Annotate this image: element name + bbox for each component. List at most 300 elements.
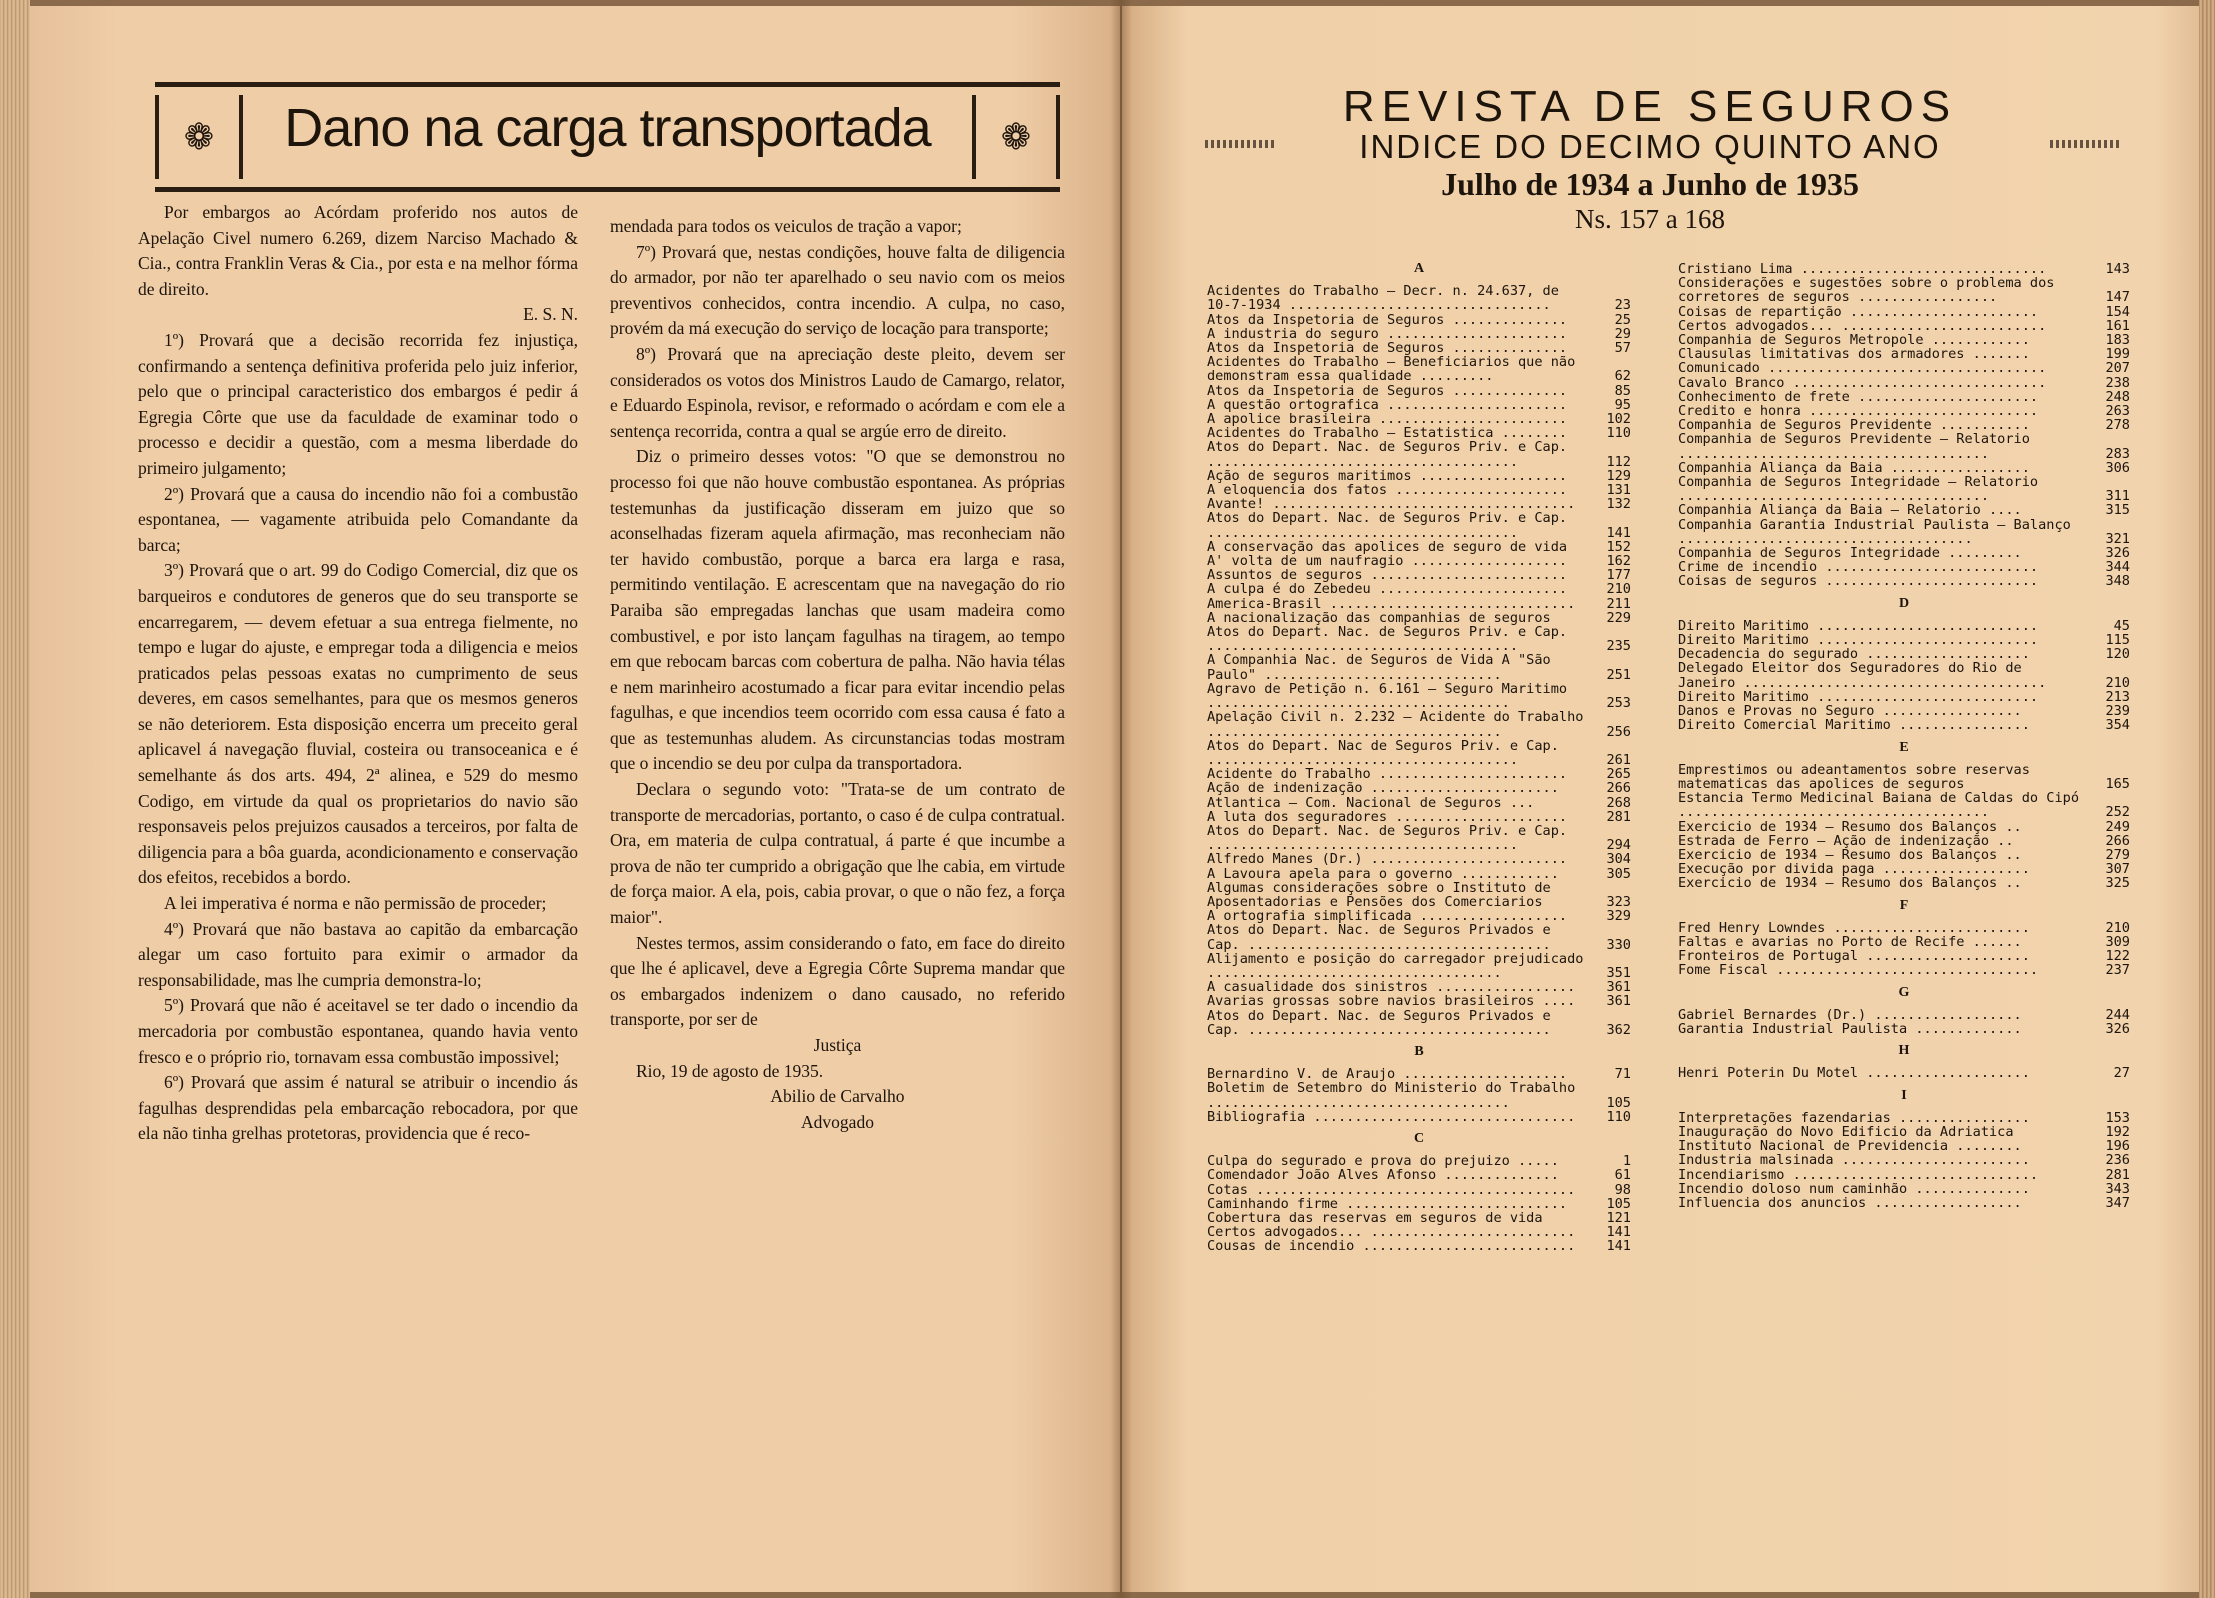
index-entry xyxy=(1678,333,2130,347)
index-entry xyxy=(1678,619,2130,633)
index-entry xyxy=(1678,1066,2130,1080)
index-entry xyxy=(1678,475,2130,503)
index-entry xyxy=(1678,1139,2130,1153)
index-entry-title: Ação de indenização ....................... xyxy=(1207,780,1559,797)
article-column-1 xyxy=(138,200,578,1147)
book-edge-right xyxy=(2199,0,2215,1598)
index-entry-page: 330 xyxy=(1606,936,1631,953)
index-entry xyxy=(1678,848,2130,862)
index-entry-title: Caminhando firme ........................... xyxy=(1207,1195,1568,1212)
ornament-right-icon: ❁ xyxy=(972,95,1060,179)
book-gutter xyxy=(1110,0,1132,1598)
index-entry xyxy=(1207,355,1631,383)
index-entry-page: 213 xyxy=(2105,688,2130,705)
index-entry-page: 105 xyxy=(1606,1094,1631,1111)
index-entry-page: 71 xyxy=(1614,1066,1631,1083)
index-entry-page: 329 xyxy=(1606,908,1631,925)
index-entry xyxy=(1678,503,2130,517)
index-entry xyxy=(1207,1067,1631,1081)
index-entry-page: 281 xyxy=(1606,808,1631,825)
index-entry-title: A Lavoura apela para o governo ............ xyxy=(1207,865,1559,882)
index-entry-page: 147 xyxy=(2105,289,2130,306)
paragraph: 3º) Provará que o art. 99 do Codigo Comercial, diz que os barqueiros e condutores de generos que do seu transporte se encarregarem, — devem efetuar a sua entrega fielmente, no tempo e lugar do ajuste, e empregar toda a diligencia e meios praticados pelas pessoas exatas no cumprimento de seus deveres, em casos semelhantes, para que os mesmos generos se não deteriorem. Esta disposição encerra um preceito geral aplicavel á navegação fluvial, costeira ou transoceanica e é semelhante ás dos arts. 494, 2ª alinea, e 529 do mesmo Codigo, em virtude da qual os proprietarios do navio são responsaveis pelos prejuizos causados a terceiros, por falta de diligencia para a bôa guarda, acondicionamento e conservação dos efeitos, recebidos a bordo. xyxy=(138,560,578,888)
index-entry-page: 177 xyxy=(1606,567,1631,584)
index-entry xyxy=(1207,909,1631,923)
article-column-2 xyxy=(610,214,1065,1135)
index-entry-title: Bibliografia ................................ xyxy=(1207,1108,1576,1125)
magazine-title: REVISTA DE SEGUROS xyxy=(1342,82,1958,131)
index-entry-title: Exercicio de 1934 — Resumo dos Balanços .. xyxy=(1678,846,2022,863)
index-entry xyxy=(1207,611,1631,625)
index-entry xyxy=(1678,262,2130,276)
index-entry-page: 343 xyxy=(2105,1180,2130,1197)
index-entry-title: Coisas de repartição ....................... xyxy=(1678,303,2039,320)
index-entry-title: Companhia de Seguros Previdente ........... xyxy=(1678,417,2030,434)
index-entry-page: 244 xyxy=(2105,1006,2130,1023)
index-entry-page: 248 xyxy=(2105,388,2130,405)
index-entry xyxy=(1678,1196,2130,1210)
article-title: Dano na carga transportada xyxy=(284,98,931,158)
index-entry-title: A Companhia Nac. de Seguros de Vida A "São Paulo" ............................. xyxy=(1207,652,1559,683)
index-entry xyxy=(1207,440,1631,468)
index-entry xyxy=(1678,461,2130,475)
index-entry-page: 266 xyxy=(1606,780,1631,797)
index-entry-page: 161 xyxy=(2105,317,2130,334)
index-entry-title: Atos da Inspetoria de Seguros .............. xyxy=(1207,382,1568,399)
index-entry-title: Delegado Eleitor dos Seguradores do Rio de Janeiro ..................................... xyxy=(1678,660,2047,691)
index-entry xyxy=(1678,718,2130,732)
index-entry-page: 281 xyxy=(2105,1166,2130,1183)
index-entry xyxy=(1207,881,1631,909)
index-entry-title: Fome Fiscal ................................ xyxy=(1678,962,2039,979)
index-entry-page: 1 xyxy=(1622,1153,1631,1170)
index-entry-page: 121 xyxy=(1606,1210,1631,1226)
index-entry-title: A conservação das apolices de seguro de vida xyxy=(1207,538,1568,555)
index-entry-title: Companhia Aliança da Baia ................. xyxy=(1678,459,2030,476)
index-entry xyxy=(1678,834,2130,848)
index-entry xyxy=(1678,633,2130,647)
index-entry-page: 110 xyxy=(1606,1108,1631,1125)
index-entry-title: Influencia dos anuncios .................. xyxy=(1678,1194,2022,1211)
index-entry xyxy=(1678,1182,2130,1196)
index-entry xyxy=(1678,862,2130,876)
index-entry-title: Atos do Depart. Nac. de Seguros Priv. e Cap. ...................................... xyxy=(1207,439,1576,470)
index-entry-title: Alijamento e posição do carregador prejudicado .................................... xyxy=(1207,950,1592,981)
index-entry xyxy=(1207,1225,1631,1239)
index-entry-page: 252 xyxy=(2105,804,2130,821)
index-entry xyxy=(1207,980,1631,994)
index-entry-page: 311 xyxy=(2105,488,2130,505)
index-entry-page: 132 xyxy=(1606,496,1631,513)
index-entry-title: Atos do Depart. Nac. de Seguros Priv. e Cap. ...................................... xyxy=(1207,624,1576,655)
paragraph: 4º) Provará que não bastava ao capitão da embarcação alegar um caso fortuito para eximir o armador da responsabilidade, mas lhe cumpria demonstra-lo; xyxy=(138,918,578,990)
index-entry xyxy=(1678,1153,2130,1167)
index-entry-title: Estancia Termo Medicinal Baiana de Caldas do Cipó ...................................... xyxy=(1678,790,2088,821)
index-entry-page: 29 xyxy=(1614,325,1631,342)
index-entry-page: 361 xyxy=(1606,993,1631,1010)
index-entry-page: 348 xyxy=(2105,573,2130,590)
index-entry-page: 153 xyxy=(2105,1109,2130,1126)
index-entry-title: Atos da Inspetoria de Seguros .............. xyxy=(1207,311,1568,328)
index-entry-page: 263 xyxy=(2105,403,2130,420)
index-entry-page: 256 xyxy=(1606,723,1631,740)
index-entry-title: Estrada de Ferro — Ação de indenização .. xyxy=(1678,832,2014,849)
index-letter-heading: G xyxy=(1898,984,1910,1000)
index-entry-page: 210 xyxy=(1606,581,1631,598)
index-entry-page: 315 xyxy=(2105,502,2130,519)
paragraph: A lei imperativa é norma e não permissão de proceder; xyxy=(164,893,547,914)
index-entry xyxy=(1678,432,2130,460)
index-entry-title: Certos advogados... ......................... xyxy=(1207,1224,1576,1241)
article-title-box xyxy=(155,82,1060,192)
index-entry-title: Companhia Aliança da Baia — Relatorio .... xyxy=(1678,502,2022,519)
index-entry-title: Inauguração do Novo Edificio da Adriatica xyxy=(1678,1123,2014,1140)
index-entry-page: 112 xyxy=(1606,453,1631,470)
index-entry-page: 261 xyxy=(1606,751,1631,768)
index-entry xyxy=(1207,284,1631,312)
index-entry xyxy=(1207,497,1631,511)
index-entry xyxy=(1207,426,1631,440)
index-entry xyxy=(1678,1125,2130,1139)
index-entry-title: A questão ortografica ...................... xyxy=(1207,396,1568,413)
wave-ornament-right xyxy=(2050,140,2120,148)
index-entry xyxy=(1207,483,1631,497)
index-entry xyxy=(1678,305,2130,319)
index-entry-title: Atos do Depart. Nac. de Seguros Priv. e Cap. ...................................... xyxy=(1207,510,1576,541)
index-entry-title: Acidentes do Trabalho — Decr. n. 24.637, de 10-7-1934 ................................ xyxy=(1207,283,1568,314)
index-entry xyxy=(1678,518,2130,546)
index-entry xyxy=(1207,867,1631,881)
paragraph: Abilio de Carvalho xyxy=(770,1086,905,1107)
index-letter-heading: F xyxy=(1899,897,1909,913)
index-entry-page: 102 xyxy=(1606,411,1631,428)
index-letter-heading: D xyxy=(1898,595,1910,611)
index-entry xyxy=(1207,1211,1631,1225)
index-entry-page: 143 xyxy=(2105,261,2130,277)
index-period: Julho de 1934 a Junho de 1935 xyxy=(1441,166,1859,202)
index-entry-title: Alfredo Manes (Dr.) ........................ xyxy=(1207,851,1568,868)
index-entry xyxy=(1678,791,2130,819)
index-entry-page: 326 xyxy=(2105,1020,2130,1037)
index-entry-page: 307 xyxy=(2105,861,2130,878)
index-entry xyxy=(1678,690,2130,704)
index-entry-title: A nacionalização das companhias de seguros xyxy=(1207,609,1551,626)
index-entry-page: 309 xyxy=(2105,933,2130,950)
index-entry-page: 115 xyxy=(2105,632,2130,649)
index-entry-title: Culpa do segurado e prova do prejuizo ..... xyxy=(1207,1153,1559,1170)
index-entry xyxy=(1678,763,2130,791)
index-entry xyxy=(1678,404,2130,418)
index-entry xyxy=(1207,653,1631,681)
index-entry-title: Faltas e avarias no Porto de Recife ...... xyxy=(1678,933,2022,950)
index-entry xyxy=(1207,1239,1631,1253)
index-entry xyxy=(1207,554,1631,568)
index-entry xyxy=(1678,921,2130,935)
index-entry xyxy=(1207,1168,1631,1182)
index-entry-title: Garantia Industrial Paulista ............. xyxy=(1678,1020,2022,1037)
index-entry xyxy=(1207,1154,1631,1168)
index-entry-page: 238 xyxy=(2105,374,2130,391)
index-entry-page: 57 xyxy=(1614,340,1631,357)
index-entry-title: Ação de seguros maritimos .................. xyxy=(1207,467,1568,484)
index-entry xyxy=(1678,1008,2130,1022)
index-entry xyxy=(1207,781,1631,795)
index-entry xyxy=(1207,582,1631,596)
index-entry-page: 154 xyxy=(2105,303,2130,320)
index-entry-page: 62 xyxy=(1614,368,1631,385)
index-entry-page: 361 xyxy=(1606,979,1631,996)
index-entry xyxy=(1207,810,1631,824)
index-entry-page: 236 xyxy=(2105,1152,2130,1169)
index-letter-heading: I xyxy=(1901,1087,1907,1103)
index-entry-title: Incendiarismo .............................. xyxy=(1678,1166,2039,1183)
index-entry-page: 362 xyxy=(1606,1021,1631,1038)
index-entry-title: A ortografia simplificada .................. xyxy=(1207,908,1568,925)
index-entry-page: 265 xyxy=(1606,766,1631,783)
index-entry-page: 210 xyxy=(2105,919,2130,936)
index-entry xyxy=(1207,1197,1631,1211)
index-entry xyxy=(1678,560,2130,574)
index-entry xyxy=(1678,876,2130,890)
index-entry-title: A culpa é do Zebedeu ....................... xyxy=(1207,581,1568,598)
index-letter-heading: H xyxy=(1898,1043,1910,1059)
index-entry-page: 325 xyxy=(2105,875,2130,892)
index-column-right xyxy=(1678,262,2130,1210)
index-entry-title: Gabriel Bernardes (Dr.) .................. xyxy=(1678,1006,2022,1023)
index-entry-page: 105 xyxy=(1606,1195,1631,1212)
index-entry-title: Henri Poterin Du Motel .................... xyxy=(1678,1065,2030,1082)
index-entry xyxy=(1207,313,1631,327)
paragraph: E. S. N. xyxy=(523,304,578,325)
index-entry xyxy=(1678,418,2130,432)
index-entry xyxy=(1678,935,2130,949)
index-entry-page: 249 xyxy=(2105,818,2130,835)
index-entry-title: Execução por divida paga .................. xyxy=(1678,861,2030,878)
index-entry-page: 237 xyxy=(2105,962,2130,979)
index-entry-title: Companhia de Seguros Previdente — Relatorio ...................................... xyxy=(1678,431,2039,462)
index-entry xyxy=(1207,682,1631,710)
index-entry-title: Exercicio de 1934 — Resumo dos Balanços .. xyxy=(1678,818,2022,835)
index-entry xyxy=(1678,1111,2130,1125)
index-entry-title: Avarias grossas sobre navios brasileiros .... xyxy=(1207,993,1576,1010)
index-entry-page: 165 xyxy=(2105,775,2130,792)
index-entry-title: A casualidade dos sinistros ................. xyxy=(1207,979,1576,996)
index-entry xyxy=(1207,469,1631,483)
index-letter-heading: C xyxy=(1413,1130,1425,1146)
index-entry-page: 253 xyxy=(1606,695,1631,712)
index-entry-title: A industria do seguro ...................... xyxy=(1207,325,1568,342)
index-entry-page: 120 xyxy=(2105,646,2130,663)
index-entry-title: Credito e honra ............................ xyxy=(1678,403,2039,420)
index-entry-title: Conhecimento de frete ...................... xyxy=(1678,388,2039,405)
index-entry-title: Atos do Depart. Nac de Seguros Priv. e Cap. ...................................... xyxy=(1207,737,1568,768)
index-entry-title: Acidentes do Trabalho — Beneficiarios que não demonstram essa qualidade ......... xyxy=(1207,354,1584,385)
index-entry-title: Cavalo Branco ............................... xyxy=(1678,374,2047,391)
index-entry xyxy=(1207,994,1631,1008)
index-entry-page: 141 xyxy=(1606,1224,1631,1241)
index-entry-page: 347 xyxy=(2105,1194,2130,1211)
paragraph: Por embargos ao Acórdam proferido nos autos de Apelação Civel numero 6.269, dizem Narciso Machado & Cia., contra Franklin Veras & Cia., por esta e na melhor fórma de direito. xyxy=(138,202,578,299)
index-entry-title: Agravo de Petição n. 6.161 — Seguro Maritimo ..................................... xyxy=(1207,680,1576,712)
paragraph: 1º) Provará que a decisão recorrida fez injustiça, confirmando a sentença definitiva proferida pelo juiz inferior, pelo que o principal caracteristico dos embargos é pedir á Egregia Côrte que use da faculdade de examinar todo o processo e decidir a questão, com a mesma liberdade do primeiro julgamento; xyxy=(138,329,578,478)
index-entry-title: Industria malsinada ....................... xyxy=(1678,1152,2030,1169)
index-entry-title: Direito Maritimo ........................... xyxy=(1678,617,2039,634)
index-entry-page: 305 xyxy=(1606,865,1631,882)
index-entry-title: Instituto Nacional de Previdencia ........ xyxy=(1678,1138,2022,1155)
index-entry-title: Cristiano Lima .............................. xyxy=(1678,261,2047,277)
index-entry xyxy=(1207,398,1631,412)
index-entry xyxy=(1207,540,1631,554)
index-entry-page: 326 xyxy=(2105,545,2130,562)
index-column-left xyxy=(1207,254,1631,1254)
paragraph: 7º) Provará que, nestas condições, houve falta de diligencia do armador, por não ter aparelhado o seu navio com os meios preventivos conhecidos, contra incendio. A culpa, no caso, provém da má execução do serviço de locação para transporte; xyxy=(610,241,1065,339)
index-entry-page: 304 xyxy=(1606,851,1631,868)
index-entry-page: 27 xyxy=(2113,1065,2130,1082)
index-entry-page: 239 xyxy=(2105,703,2130,720)
index-entry xyxy=(1207,327,1631,341)
index-entry-page: 141 xyxy=(1606,1238,1631,1255)
index-entry-title: Algumas considerações sobre o Instituto de Aposentadorias e Pensões dos Comerciarios xyxy=(1207,879,1559,910)
index-entry-title: Incendio doloso num caminhão .............. xyxy=(1678,1180,2030,1197)
index-entry-title: Comendador João Alves Afonso .............. xyxy=(1207,1167,1559,1184)
index-entry xyxy=(1207,568,1631,582)
index-entry xyxy=(1207,710,1631,738)
index-entry xyxy=(1207,1183,1631,1197)
index-entry xyxy=(1678,347,2130,361)
index-entry-page: 354 xyxy=(2105,717,2130,734)
index-entry xyxy=(1207,796,1631,810)
paragraph: mendada para todos os veiculos de tração a vapor; xyxy=(610,216,962,236)
index-entry xyxy=(1207,1110,1631,1124)
index-entry xyxy=(1207,824,1631,852)
index-entry-title: Clausulas limitativas dos armadores ....... xyxy=(1678,346,2030,363)
index-entry-title: Coisas de seguros .......................... xyxy=(1678,573,2039,590)
index-entry-title: Companhia de Seguros Metropole ............ xyxy=(1678,332,2030,349)
index-entry-title: A' volta de um naufragio ................... xyxy=(1207,553,1568,570)
index-entry xyxy=(1678,276,2130,304)
index-entry-title: A luta dos seguradores ..................... xyxy=(1207,808,1568,825)
index-entry xyxy=(1207,852,1631,866)
index-entry-title: Danos e Provas no Seguro ................. xyxy=(1678,703,2022,720)
index-entry xyxy=(1678,574,2130,588)
paragraph: Nestes termos, assim considerando o fato, em face do direito que lhe é aplicavel, deve a Egregia Côrte Suprema mandar que os embargados indenizem o dano causado, no referido transporte, por ser de xyxy=(610,932,1065,1030)
index-entry-page: 306 xyxy=(2105,459,2130,476)
index-entry xyxy=(1678,361,2130,375)
paragraph: 5º) Provará que não é aceitavel se ter dado o incendio da mercadoria por combustão espontanea, quando havia vento fresco e o próprio rio, tornavam essa combustão impossivel; xyxy=(138,995,578,1067)
index-entry-page: 85 xyxy=(1614,382,1631,399)
index-entry-title: Assuntos de seguros ........................ xyxy=(1207,567,1568,584)
index-entry-title: Cousas de incendio .......................... xyxy=(1207,1238,1576,1255)
index-entry xyxy=(1207,739,1631,767)
index-letter-heading: E xyxy=(1899,739,1909,755)
index-entry-title: Atos do Depart. Nac. de Seguros Privados e Cap. ..................................... xyxy=(1207,922,1559,953)
index-entry-page: 283 xyxy=(2105,445,2130,462)
index-entry xyxy=(1207,952,1631,980)
index-entry xyxy=(1207,511,1631,539)
index-entry-title: Acidente do Trabalho ....................... xyxy=(1207,766,1568,783)
index-entry-title: Avante! ..................................... xyxy=(1207,496,1576,513)
index-entry-page: 61 xyxy=(1614,1167,1631,1184)
index-entry-page: 122 xyxy=(2105,948,2130,965)
index-entry-page: 210 xyxy=(2105,674,2130,691)
index-entry-title: Fronteiros de Portugal .................... xyxy=(1678,948,2030,965)
index-entry-title: Atos da Inspetoria de Seguros .............. xyxy=(1207,340,1568,357)
index-entry-page: 268 xyxy=(1606,794,1631,811)
index-entry xyxy=(1678,963,2130,977)
index-entry xyxy=(1678,546,2130,560)
index-entry-page: 152 xyxy=(1606,538,1631,555)
index-entry xyxy=(1678,376,2130,390)
paragraph: Advogado xyxy=(801,1111,874,1132)
index-entry-title: A eloquencia dos fatos ..................... xyxy=(1207,482,1568,499)
book-edge-left xyxy=(0,0,30,1598)
index-entry-title: Emprestimos ou adeantamentos sobre reservas matematicas das apolices de seguros xyxy=(1678,761,2039,792)
index-entry-title: Fred Henry Lowndes ........................ xyxy=(1678,919,2030,936)
paragraph: Diz o primeiro desses votos: "O que se demonstrou no processo foi que não houve combustão espontanea. As próprias testemunhas da justificação disseram em juizo que so aconselhadas fizeram aquela afirmação, mas reconheciam não ter havido combustão, porque a barca era larga e rasa, permitindo ventilação. E acrescentam que na navegação do rio Paraiba são empregadas lanchas que usam madeira como combustivel, e por isto lançam fagulhas na tiragem, ao tempo em que rebocam barcas com cobertura de palha. Não havia télas e nem marinheiro acostumado a ficar para evitar incendio pelas fagulhas, e que incendios teem ocorrido com essa causa é fato a que as testemunhas aludem. As circunstancias todas mostram que o incendio se deu por culpa da transportadora. xyxy=(610,446,1065,774)
index-entry-page: 278 xyxy=(2105,417,2130,434)
index-entry-title: A apolice brasileira ....................... xyxy=(1207,411,1568,428)
index-entry xyxy=(1678,704,2130,718)
index-entry xyxy=(1207,767,1631,781)
index-entry-page: 45 xyxy=(2113,617,2130,634)
index-entry-title: Cobertura das reservas em seguros de vida xyxy=(1207,1210,1543,1226)
index-entry xyxy=(1207,923,1631,951)
paragraph: 8º) Provará que na apreciação deste pleito, devem ser considerados os votos dos Ministros Laudo de Camargo, relator, e Eduardo Espinola, revisor, e reformado o acórdam e com ele a sentença recorrida, contra a qual se argúe erro de direito. xyxy=(610,343,1065,441)
index-entry-page: 131 xyxy=(1606,482,1631,499)
index-entry-title: Companhia de Seguros Integridade ......... xyxy=(1678,545,2022,562)
index-entry-title: Atlantica — Com. Nacional de Seguros ... xyxy=(1207,794,1535,811)
index-entry-title: Companhia de Seguros Integridade — Relatorio ...................................... xyxy=(1678,474,2047,505)
index-entry-page: 162 xyxy=(1606,553,1631,570)
index-entry-page: 351 xyxy=(1606,964,1631,981)
index-entry xyxy=(1678,949,2130,963)
index-entry-page: 141 xyxy=(1606,524,1631,541)
index-entry-title: Atos do Depart. Nac. de Seguros Priv. e Cap. ...................................... xyxy=(1207,822,1576,854)
paragraph: Justiça xyxy=(813,1035,862,1055)
index-issues: Ns. 157 a 168 xyxy=(1575,204,1725,234)
index-entry xyxy=(1678,820,2130,834)
index-entry xyxy=(1207,1009,1631,1037)
index-entry-title: Direito Maritimo ........................... xyxy=(1678,688,2039,705)
index-entry-title: Crime de incendio .......................... xyxy=(1678,559,2039,576)
index-entry-title: Apelação Civil n. 2.232 — Acidente do Trabalho .................................... xyxy=(1207,709,1592,740)
index-entry-page: 321 xyxy=(2105,530,2130,547)
index-entry-page: 251 xyxy=(1606,666,1631,683)
index-entry-title: Decadencia do segurado .................... xyxy=(1678,646,2030,663)
index-entry xyxy=(1207,1081,1631,1109)
index-entry xyxy=(1678,1168,2130,1182)
index-entry-page: 294 xyxy=(1606,837,1631,854)
ornament-left-icon: ❁ xyxy=(155,95,243,179)
index-entry-title: Acidentes do Trabalho — Estatistica ........ xyxy=(1207,425,1568,442)
index-title: INDICE DO DECIMO QUINTO ANO xyxy=(1359,128,1941,165)
index-entry xyxy=(1207,412,1631,426)
index-entry-title: Comunicado .................................. xyxy=(1678,360,2047,377)
index-entry-title: Bernardino V. de Araujo .................... xyxy=(1207,1066,1568,1083)
index-entry-page: 344 xyxy=(2105,559,2130,576)
index-entry-page: 129 xyxy=(1606,467,1631,484)
index-entry-title: America-Brasil .............................. xyxy=(1207,595,1576,612)
index-letter-heading: A xyxy=(1413,261,1425,276)
index-entry-title: Certos advogados... ......................... xyxy=(1678,317,2047,334)
index-entry xyxy=(1207,341,1631,355)
index-entry-page: 196 xyxy=(2105,1138,2130,1155)
paragraph: 6º) Provará que assim é natural se atribuir o incendio ás fagulhas desprendidas pela embarcação rebocadora, por que ela não tinha grelhas protetoras, providencia que é reco- xyxy=(138,1072,578,1144)
paragraph: Rio, 19 de agosto de 1935. xyxy=(636,1060,824,1081)
index-entry-page: 235 xyxy=(1606,638,1631,655)
index-entry-page: 229 xyxy=(1606,609,1631,626)
index-entry-page: 323 xyxy=(1606,893,1631,910)
